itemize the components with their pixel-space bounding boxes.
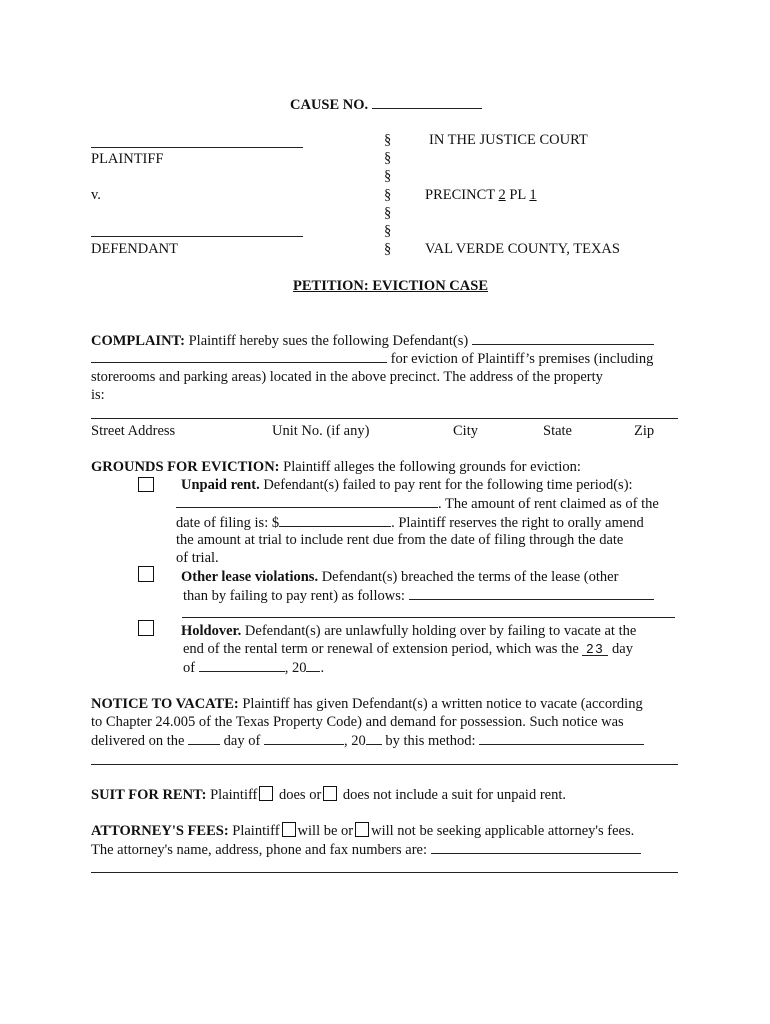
versus-label: v. (91, 187, 101, 203)
unpaid-rent-line-2 (176, 494, 659, 513)
complaint-line-2 (91, 349, 653, 368)
suit-does-not-checkbox[interactable] (323, 786, 337, 801)
precinct-label: PRECINCT (425, 187, 495, 203)
unpaid-rent-text-4: the amount at trial to include rent due from the date of filing through the date (176, 532, 624, 548)
address-col-city: City (453, 423, 478, 439)
attorney-fees-text-2: will be or (297, 823, 354, 839)
holdover-line-3 (183, 658, 324, 677)
page-title: PETITION: EVICTION CASE (293, 278, 488, 294)
attorney-fees (91, 822, 634, 840)
notice-line-3 (91, 731, 644, 750)
attorney-will-checkbox[interactable] (282, 822, 296, 837)
rent-amount-field[interactable] (279, 513, 391, 527)
suit-for-rent (91, 786, 566, 804)
unpaid-rent-text-3a: date of filing is: $ (176, 515, 280, 531)
attorney-info-field-2[interactable] (91, 872, 678, 873)
notice-text-3c: , 20 (343, 733, 366, 749)
address-col-state: State (543, 423, 572, 439)
address-col-zip: Zip (634, 423, 655, 439)
attorney-will-not-checkbox[interactable] (355, 822, 369, 837)
section-symbol: § (384, 223, 392, 239)
notice-label: NOTICE TO VACATE: (91, 696, 239, 712)
defendant-names-field[interactable] (472, 331, 654, 345)
grounds-label: GROUNDS FOR EVICTION: (91, 459, 280, 475)
property-address-line[interactable] (91, 418, 678, 419)
holdover-year-field[interactable] (306, 658, 320, 672)
attorney-info-field[interactable] (431, 840, 641, 854)
section-symbol: § (384, 241, 392, 257)
suit-does-checkbox[interactable] (259, 786, 273, 801)
defendant-name-line[interactable] (91, 236, 303, 237)
unpaid-rent-text-3b: . Plaintiff reserves the right to orally amend (391, 515, 644, 531)
cause-no-label: CAUSE NO. (290, 97, 369, 113)
complaint-line-1 (91, 331, 654, 350)
unpaid-rent-title: Unpaid rent. (181, 477, 260, 493)
address-col-street: Street Address (91, 423, 176, 439)
plaintiff-label: PLAINTIFF (91, 151, 164, 167)
holdover-checkbox[interactable] (138, 620, 154, 636)
complaint-text-2: for eviction of Plaintiff’s premises (including (390, 351, 654, 367)
holdover-text-3a: of (183, 660, 196, 676)
grounds-intro: Plaintiff alleges the following grounds for eviction: (283, 459, 581, 475)
precinct-number: 2 (498, 187, 506, 203)
notice-method-field[interactable] (479, 731, 644, 745)
unpaid-rent-line-3 (176, 513, 644, 532)
county-name: VAL VERDE COUNTY, TEXAS (425, 241, 620, 257)
court-name: IN THE JUSTICE COURT (429, 132, 588, 148)
precinct (425, 186, 537, 204)
holdover-title: Holdover. (181, 623, 242, 639)
other-violations-checkbox[interactable] (138, 566, 154, 582)
suit-for-rent-text-2: does or (279, 787, 322, 803)
unpaid-rent-line-1 (181, 476, 633, 494)
unpaid-rent-text-2: . The amount of rent claimed as of the (438, 496, 659, 512)
rent-period-field[interactable] (176, 494, 438, 508)
grounds-heading (91, 458, 581, 476)
unpaid-rent-checkbox[interactable] (138, 477, 154, 492)
holdover-text-2a: end of the rental term or renewal of extension period, which was the (183, 641, 579, 657)
defendant-names-field-2[interactable] (91, 349, 387, 363)
suit-for-rent-label: SUIT FOR RENT: (91, 787, 207, 803)
section-symbol: § (384, 150, 392, 166)
other-violations-text-2: than by failing to pay rent) as follows: (183, 588, 405, 604)
holdover-text-3b: , 20 (284, 660, 307, 676)
pl-label: PL (509, 187, 526, 203)
unpaid-rent-text-5: of trial. (176, 550, 219, 566)
holdover-text-2b: day (612, 641, 633, 657)
unpaid-rent-text-1: Defendant(s) failed to pay rent for the following time period(s): (263, 477, 633, 493)
other-violations-line-2 (183, 586, 654, 605)
notice-line-1 (91, 695, 643, 713)
attorney-fees-text-1: Plaintiff (232, 823, 280, 839)
holdover-day-field[interactable] (582, 642, 608, 656)
cause-no (290, 95, 482, 114)
notice-method-field-2[interactable] (91, 764, 678, 765)
suit-for-rent-text-1: Plaintiff (210, 787, 258, 803)
holdover-line-2 (183, 640, 633, 658)
pl-number: 1 (529, 187, 537, 203)
complaint-text-3: storerooms and parking areas) located in the above precinct. The address of the property (91, 369, 603, 385)
other-violations-text-1: Defendant(s) breached the terms of the lease (other (321, 569, 619, 585)
attorney-fees-text-3: will not be seeking applicable attorney's fees. (371, 823, 635, 839)
holdover-text-3c: . (320, 660, 325, 676)
notice-month-field[interactable] (264, 731, 344, 745)
notice-year-field[interactable] (366, 731, 382, 745)
notice-text-2: to Chapter 24.005 of the Texas Property Code) and demand for possession. Such notice was (91, 714, 624, 730)
notice-text-1: Plaintiff has given Defendant(s) a written notice to vacate (according (242, 696, 643, 712)
complaint-text-1: Plaintiff hereby sues the following Defendant(s) (188, 333, 469, 349)
section-symbol: § (384, 205, 392, 221)
attorney-fees-label: ATTORNEY'S FEES: (91, 823, 229, 839)
holdover-line-1 (181, 622, 636, 640)
complaint-text-4: is: (91, 387, 105, 403)
attorney-info-text: The attorney's name, address, phone and fax numbers are: (91, 842, 427, 858)
other-violations-title: Other lease violations. (181, 569, 319, 585)
notice-day-field[interactable] (188, 731, 220, 745)
holdover-text-1: Defendant(s) are unlawfully holding over by failing to vacate at the (244, 623, 637, 639)
other-violations-line-1 (181, 568, 618, 586)
notice-text-3b: day of (223, 733, 261, 749)
complaint-label: COMPLAINT: (91, 333, 185, 349)
holdover-month-field[interactable] (199, 658, 285, 672)
section-symbol: § (384, 168, 392, 184)
holdover-day-value: 23 (586, 641, 605, 656)
attorney-info-line (91, 840, 641, 859)
notice-text-3a: delivered on the (91, 733, 185, 749)
defendant-label: DEFENDANT (91, 241, 178, 257)
violations-field[interactable] (409, 586, 654, 600)
violations-field-2[interactable] (182, 617, 675, 618)
notice-text-3d: by this method: (385, 733, 476, 749)
plaintiff-name-line[interactable] (91, 147, 303, 148)
cause-no-field[interactable] (372, 95, 482, 109)
section-symbol: § (384, 187, 392, 203)
address-col-unit: Unit No. (if any) (272, 423, 370, 439)
suit-for-rent-text-3: does not include a suit for unpaid rent. (342, 787, 567, 803)
section-symbol: § (384, 132, 392, 148)
